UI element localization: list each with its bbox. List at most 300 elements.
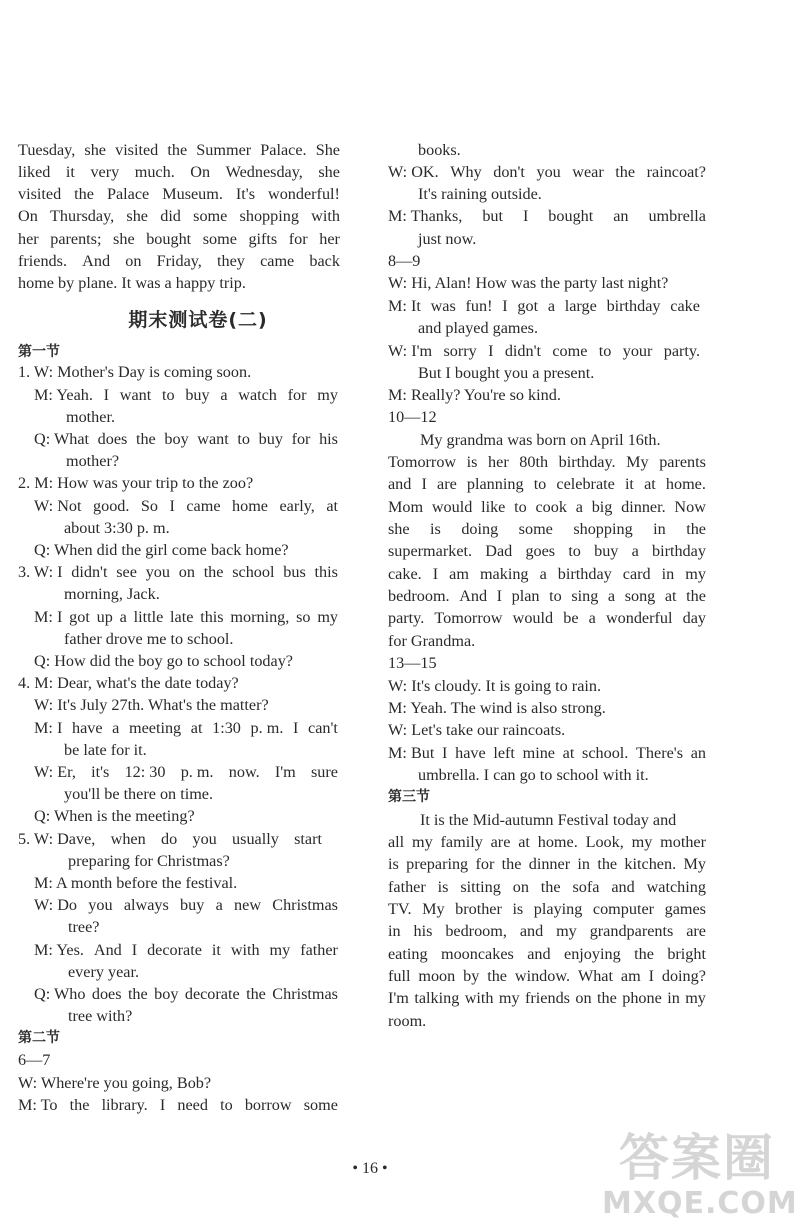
word: big	[591, 498, 613, 516]
word: I	[502, 297, 508, 315]
passage-line	[388, 518, 706, 540]
word: are	[686, 922, 706, 940]
word: There's	[636, 744, 684, 762]
word: father	[300, 941, 338, 959]
word: your	[622, 342, 653, 360]
word: now.	[228, 763, 260, 781]
word: 3. W: I	[18, 563, 63, 581]
word: Christmas	[272, 896, 338, 914]
word: a	[539, 565, 547, 583]
word: M: I	[34, 719, 63, 737]
passage-line	[388, 473, 706, 495]
word: On	[18, 207, 38, 225]
word: she	[388, 520, 410, 538]
word: TV.	[388, 900, 412, 918]
dialogue-line	[18, 1094, 338, 1116]
word: did	[160, 207, 181, 225]
word: I'm	[274, 763, 296, 781]
word: Friday,	[156, 252, 202, 270]
dialogue-line: W: It's July 27th. What's the matter?	[34, 696, 269, 714]
word: would	[512, 609, 554, 627]
word: preparing	[406, 855, 469, 873]
word: My	[422, 900, 445, 918]
word: W: Not	[34, 497, 82, 515]
word: brother	[455, 900, 502, 918]
word: didn't	[71, 563, 108, 581]
word: M: Thanks,	[388, 207, 463, 225]
word: boy	[164, 430, 189, 448]
word: a	[119, 608, 127, 626]
word: I	[421, 475, 427, 493]
dialogue-line: Q: When did the girl come back home?	[34, 541, 289, 559]
word: new	[234, 896, 262, 914]
word: you	[192, 830, 217, 848]
word: cook	[535, 498, 567, 516]
word: celebrate	[556, 475, 615, 493]
word: bedroom,	[445, 922, 507, 940]
word: want	[197, 430, 229, 448]
section-1-label: 第一节	[18, 344, 60, 360]
word: moon	[418, 967, 456, 985]
passage-line	[388, 585, 706, 607]
word: and	[527, 945, 551, 963]
dialogue-line	[34, 495, 338, 517]
word: came	[260, 252, 295, 270]
word: the	[135, 430, 156, 448]
word: with	[230, 941, 260, 959]
word: home	[232, 497, 268, 515]
word: So	[140, 497, 159, 515]
word: my	[317, 386, 338, 404]
word: this	[314, 563, 338, 581]
word: dinner	[528, 855, 571, 873]
word: Tuesday,	[18, 141, 76, 159]
word: M: But	[388, 744, 435, 762]
word: my	[498, 989, 520, 1007]
word: start	[294, 830, 322, 848]
dialogue-line	[34, 428, 338, 450]
word: the	[74, 185, 94, 203]
word: home.	[665, 475, 706, 493]
word: p. m.	[180, 763, 214, 781]
dialogue-line: 1. W: Mother's Day is coming soon.	[18, 363, 252, 381]
dialogue-line	[388, 161, 706, 183]
word: on	[178, 563, 195, 581]
word: in	[653, 520, 666, 538]
word: her	[319, 230, 340, 248]
word: but	[482, 207, 503, 225]
word: On	[190, 163, 211, 181]
word: always	[123, 896, 169, 914]
dialogue-number: 8—9	[388, 252, 421, 270]
word: some	[193, 207, 228, 225]
word: sitting	[460, 878, 501, 896]
word: is	[437, 878, 449, 896]
word: I	[103, 386, 110, 404]
word: And	[93, 941, 122, 959]
dialogue-line	[34, 384, 338, 406]
word: parents	[659, 453, 706, 471]
word: got	[69, 608, 90, 626]
word: some	[518, 520, 553, 538]
word: 5. W: Dave,	[18, 830, 96, 848]
word: 1:30	[212, 719, 241, 737]
word: for	[288, 230, 308, 248]
word: in	[577, 855, 591, 873]
dialogue-line	[34, 606, 338, 628]
word: I'm	[388, 989, 409, 1007]
word: all	[388, 833, 405, 851]
word: have	[71, 719, 103, 737]
word: gifts	[248, 230, 278, 248]
word: library.	[101, 1096, 148, 1114]
word: And	[459, 587, 488, 605]
word: with	[464, 989, 494, 1007]
word: I	[169, 497, 175, 515]
word: grandparents	[589, 922, 674, 940]
word: wonderful	[605, 609, 673, 627]
watermark-url: MXQE.COM	[602, 1186, 798, 1221]
passage-line	[388, 563, 706, 585]
word: home.	[537, 833, 578, 851]
word: M: To	[18, 1096, 58, 1114]
dialogue-line: M: Really? You're so kind.	[388, 386, 561, 404]
word: I	[648, 967, 654, 985]
word: decorate	[184, 985, 240, 1003]
word: she	[113, 230, 135, 248]
word: my	[412, 833, 433, 851]
dialogue-line: 4. M: Dear, what's the date today?	[18, 674, 239, 692]
word: My	[626, 453, 649, 471]
watermark	[602, 1127, 798, 1223]
word: my	[317, 608, 338, 626]
dialogue-line	[388, 205, 706, 227]
word: can't	[308, 719, 338, 737]
word: the	[127, 985, 148, 1003]
passage-line	[388, 451, 706, 473]
word: and	[388, 475, 412, 493]
word: you	[536, 163, 561, 181]
word: bus	[283, 563, 306, 581]
dialogue-line: be late for it.	[64, 741, 147, 759]
section-3-label: 第三节	[388, 789, 430, 805]
word: M: Yes.	[34, 941, 84, 959]
dialogue-line	[18, 561, 338, 583]
word: in	[661, 565, 675, 583]
word: cake	[670, 297, 700, 315]
word: I	[442, 744, 448, 762]
word: Tomorrow	[388, 453, 457, 471]
word: Palace	[106, 185, 150, 203]
word: back	[309, 252, 340, 270]
word: 80th	[519, 453, 549, 471]
word: and	[519, 922, 544, 940]
word: Now	[674, 498, 706, 516]
passage-line	[388, 898, 706, 920]
word: I	[293, 719, 299, 737]
word: shopping	[573, 520, 633, 538]
word: She	[315, 141, 340, 159]
dialogue-line	[34, 983, 338, 1005]
word: sofa	[572, 878, 600, 896]
word: she	[126, 207, 148, 225]
word: come	[552, 342, 588, 360]
word: bought	[146, 230, 192, 248]
word: decorate	[147, 941, 202, 959]
word: are	[437, 475, 457, 493]
word: song	[624, 587, 656, 605]
word: she	[84, 141, 106, 159]
word: birthday	[606, 297, 661, 315]
word: to	[237, 430, 250, 448]
passage-line	[388, 920, 706, 942]
text-line	[18, 205, 340, 227]
watermark-logo: 答案圈	[619, 1129, 775, 1187]
dialogue-line: It's raining outside.	[418, 185, 542, 203]
word: meeting	[129, 719, 182, 737]
word: her	[488, 453, 509, 471]
word: on	[125, 252, 142, 270]
word: buy	[185, 386, 210, 404]
word: parents;	[50, 230, 102, 248]
word: day	[682, 609, 706, 627]
passage-line	[388, 943, 706, 965]
word: the	[597, 989, 617, 1007]
word: eating	[388, 945, 428, 963]
word: good.	[93, 497, 130, 515]
dialogue-line: and played games.	[418, 319, 539, 337]
word: Mom	[388, 498, 424, 516]
dialogue-line	[388, 742, 706, 764]
word: dinner.	[621, 498, 666, 516]
word: little	[133, 608, 164, 626]
word: the	[686, 587, 706, 605]
dialogue-line: Q: When is the meeting?	[34, 807, 195, 825]
word: phone	[622, 989, 662, 1007]
word: to	[161, 386, 175, 404]
word: school.	[582, 744, 629, 762]
word: they	[217, 252, 245, 270]
word: I	[432, 565, 439, 583]
word: full	[388, 967, 411, 985]
word: am	[449, 565, 469, 583]
dialogue-line: M: A month before the festival.	[34, 874, 238, 892]
word: birthday	[651, 542, 706, 560]
word: in	[667, 989, 680, 1007]
word: Why	[450, 163, 482, 181]
dialogue-line: preparing for Christmas?	[68, 852, 230, 870]
word: at	[190, 719, 203, 737]
word: a	[215, 896, 223, 914]
word: an	[690, 744, 706, 762]
word: buy	[594, 542, 619, 560]
word: Palace.	[260, 141, 307, 159]
dialogue-line: umbrella. I can go to school with it.	[418, 766, 649, 784]
word: M: Yeah.	[34, 386, 93, 404]
word: by	[463, 967, 480, 985]
word: wonderful!	[268, 185, 340, 203]
word: she	[318, 163, 340, 181]
word: does	[91, 985, 122, 1003]
dialogue-number: 6—7	[18, 1051, 51, 1069]
word: very	[90, 163, 120, 181]
word: games	[664, 900, 706, 918]
word: window.	[514, 967, 571, 985]
dialogue-line: 2. M: How was your trip to the zoo?	[18, 474, 254, 492]
page-number: • 16 •	[352, 1160, 388, 1177]
word: the	[487, 967, 507, 985]
word: it	[624, 475, 634, 493]
word: the	[634, 945, 654, 963]
word: to	[549, 587, 562, 605]
word: sure	[310, 763, 338, 781]
word: What	[577, 967, 613, 985]
word: at	[562, 744, 575, 762]
word: Dad	[485, 542, 513, 560]
word: do	[160, 830, 178, 848]
text-line	[18, 139, 340, 161]
word: early,	[279, 497, 315, 515]
word: large	[564, 297, 597, 315]
word: the	[69, 1096, 90, 1114]
word: Wednesday,	[225, 163, 303, 181]
word: visited	[18, 185, 62, 203]
dialogue-line: about 3:30 p. m.	[64, 519, 170, 537]
passage-line	[388, 853, 706, 875]
dialogue-line: Q: How did the boy go to school today?	[34, 652, 293, 670]
text-line: home by plane. It was a happy trip.	[18, 274, 246, 292]
word: supermarket.	[388, 542, 473, 560]
word: be	[563, 609, 579, 627]
word: at	[518, 833, 530, 851]
word: Museum.	[162, 185, 223, 203]
word: my	[685, 565, 706, 583]
word: does	[97, 430, 128, 448]
word: on	[575, 989, 592, 1007]
dialogue-line: tree with?	[68, 1007, 133, 1025]
word: see	[116, 563, 137, 581]
text-line	[18, 228, 340, 250]
dialogue-line: W: Where're you going, Bob?	[18, 1074, 212, 1092]
word: the	[167, 141, 188, 159]
word: sing	[571, 587, 599, 605]
word: my	[556, 922, 577, 940]
passage-line	[388, 965, 706, 987]
word: the	[540, 878, 561, 896]
word: wear	[572, 163, 604, 181]
dialogue-line: every year.	[68, 963, 140, 981]
word: birthday.	[558, 453, 616, 471]
word: up	[96, 608, 113, 626]
word: is	[466, 453, 478, 471]
passage-line	[388, 831, 706, 853]
word: W: OK.	[388, 163, 439, 181]
word: my	[269, 941, 291, 959]
dialogue-line	[34, 939, 338, 961]
word: usually	[232, 830, 279, 848]
word: my	[685, 989, 706, 1007]
word: shopping	[239, 207, 299, 225]
word: it's	[91, 763, 110, 781]
word: father	[388, 878, 426, 896]
word: his	[413, 922, 433, 940]
word: at	[326, 497, 338, 515]
word: It's	[235, 185, 256, 203]
word: morning,	[230, 608, 290, 626]
word: a	[220, 386, 228, 404]
dialogue-line	[34, 894, 338, 916]
word: for	[291, 430, 311, 448]
word: his	[319, 430, 338, 448]
word: her	[18, 230, 39, 248]
word: like	[481, 498, 506, 516]
word: would	[431, 498, 473, 516]
word: My	[683, 855, 706, 873]
word: plan	[511, 587, 540, 605]
passage-line	[388, 987, 706, 1009]
word: fun!	[465, 297, 493, 315]
text-line	[18, 183, 340, 205]
dialogue-line	[18, 828, 322, 850]
dialogue-line: mother?	[66, 452, 120, 470]
word: 12: 30	[124, 763, 166, 781]
word: watching	[646, 878, 706, 896]
word: Look,	[585, 833, 624, 851]
passage-line: It is the Mid-autumn Festival today and	[420, 811, 677, 829]
passage-line	[388, 876, 706, 898]
word: the	[686, 520, 706, 538]
word: boy	[154, 985, 179, 1003]
word: with	[311, 207, 340, 225]
dialogue-line	[34, 761, 338, 783]
dialogue-line: W: Hi, Alan! How was the party last night?	[388, 274, 669, 292]
word: party.	[388, 609, 425, 627]
word: doing	[461, 520, 499, 538]
word: mooncakes	[440, 945, 514, 963]
word: I	[159, 1096, 166, 1114]
word: want	[119, 386, 152, 404]
word: raincoat?	[646, 163, 706, 181]
word: to	[533, 475, 547, 493]
passage-line: for Grandma.	[388, 632, 476, 650]
word: card	[622, 565, 651, 583]
word: the	[246, 985, 266, 1003]
word: bedroom.	[388, 587, 450, 605]
word: at	[644, 475, 656, 493]
word: a	[631, 542, 639, 560]
text-line	[18, 250, 340, 272]
word: was	[430, 297, 456, 315]
dialogue-line: morning, Jack.	[64, 585, 160, 603]
word: so	[296, 608, 311, 626]
dialogue-line: father drove me to school.	[64, 630, 234, 648]
dialogue-line	[388, 340, 700, 362]
word: school	[232, 563, 275, 581]
word: for	[475, 855, 495, 873]
word: birthday	[557, 565, 612, 583]
word: M: I	[34, 608, 63, 626]
word: is	[388, 855, 399, 873]
word: W: I'm	[388, 342, 433, 360]
word: M: It	[388, 297, 421, 315]
word: got	[517, 297, 539, 315]
word: didn't	[504, 342, 542, 360]
test-title: 期末测试卷(二)	[128, 309, 268, 331]
word: kitchen.	[624, 855, 677, 873]
text-line	[18, 161, 340, 183]
dialogue-line: M: Yeah. The wind is also strong.	[388, 699, 606, 717]
word: bought	[548, 207, 594, 225]
